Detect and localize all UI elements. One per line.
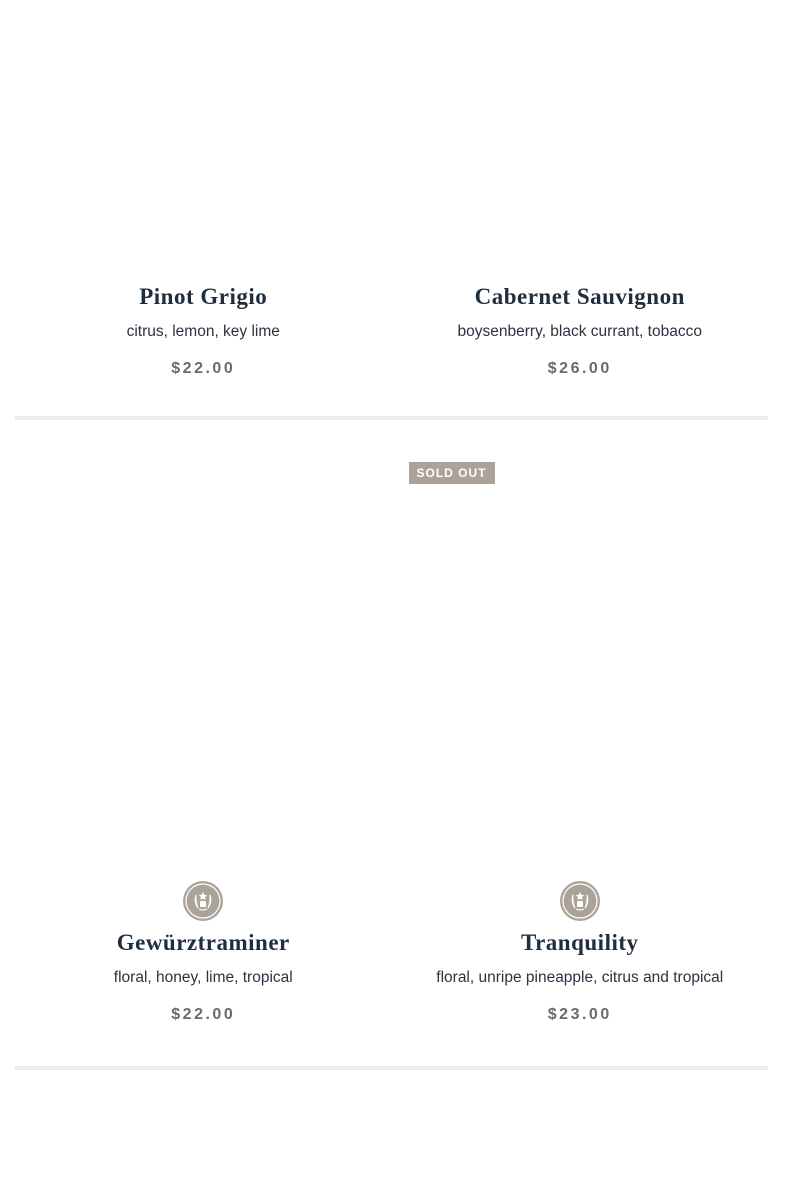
product-price: $23.00	[547, 1006, 612, 1023]
product-tasting-notes: boysenberry, black currant, tobacco	[457, 323, 702, 340]
product-row	[15, 420, 768, 1066]
product-card-cabernet-sauvignon[interactable]	[392, 0, 769, 416]
product-title[interactable]: Tranquility	[520, 930, 639, 955]
winery-crest-icon	[183, 881, 223, 921]
product-card-pinot-grigio[interactable]	[15, 0, 392, 416]
winery-crest-icon	[560, 881, 600, 921]
product-card-tranquility[interactable]	[392, 420, 769, 1066]
product-grid	[15, 0, 768, 1070]
product-card-gewurztraminer[interactable]	[15, 420, 392, 1066]
product-tasting-notes: citrus, lemon, key lime	[126, 323, 280, 340]
product-price: $26.00	[547, 360, 612, 377]
product-title[interactable]: Gewürztraminer	[116, 930, 290, 955]
row-divider	[15, 1066, 768, 1070]
product-price: $22.00	[171, 1006, 236, 1023]
product-tasting-notes: floral, unripe pineapple, citrus and tropical	[436, 969, 724, 986]
sold-out-badge: SOLD OUT	[409, 462, 495, 484]
product-tasting-notes: floral, honey, lime, tropical	[113, 969, 293, 986]
product-price: $22.00	[171, 360, 236, 377]
product-title[interactable]: Pinot Grigio	[139, 284, 268, 309]
product-image[interactable]	[410, 0, 751, 416]
product-title[interactable]: Cabernet Sauvignon	[474, 284, 685, 309]
product-row	[15, 0, 768, 416]
product-image[interactable]	[33, 0, 374, 416]
